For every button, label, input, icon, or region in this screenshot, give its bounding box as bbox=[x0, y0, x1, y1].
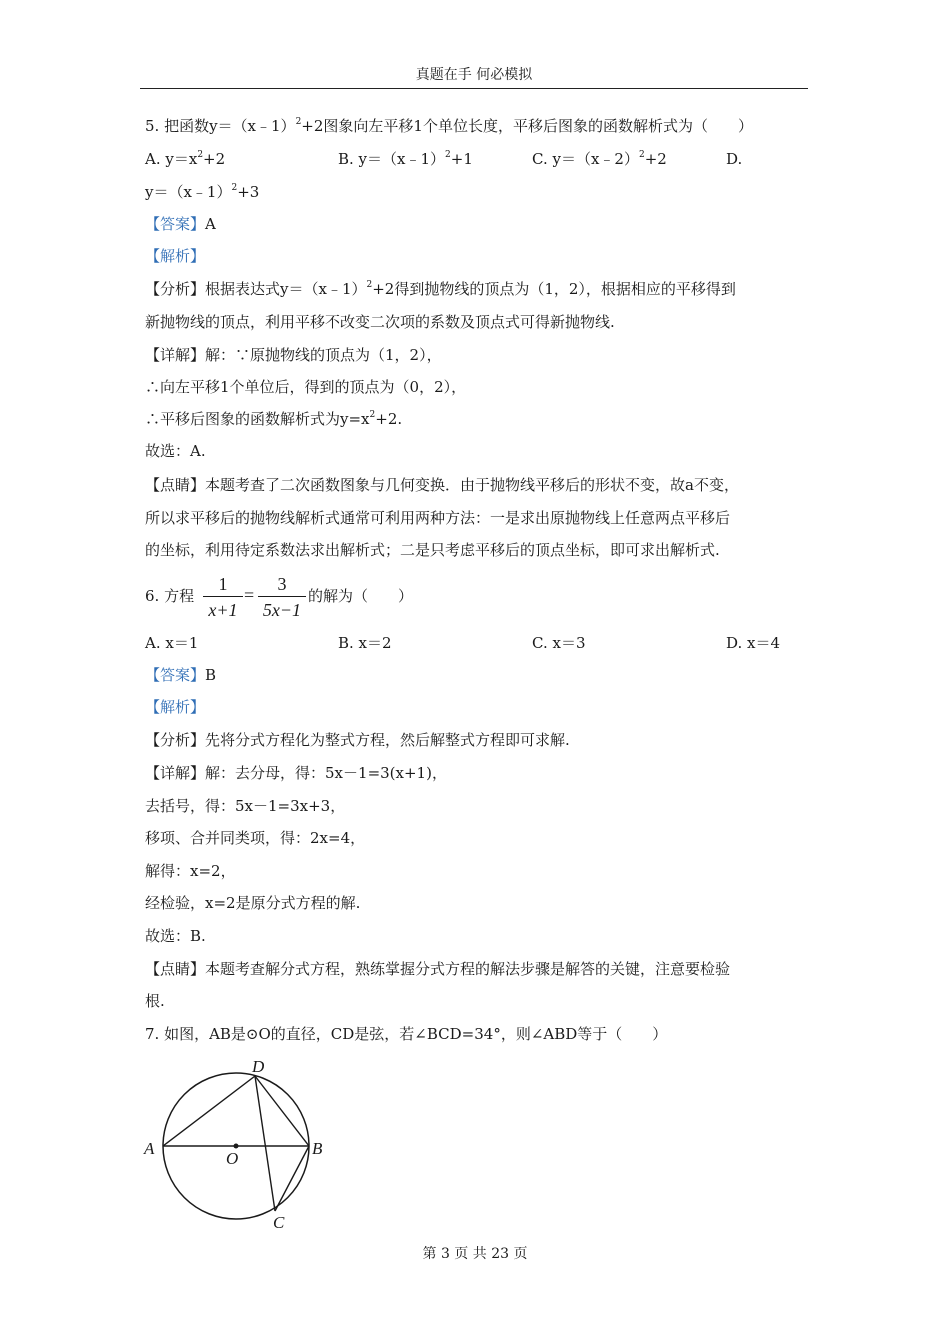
q5-xiangjie-3: ∴平移后图象的函数解析式为$y=x^2+2$. bbox=[145, 410, 403, 428]
q6-dianjing-2: 根. bbox=[145, 992, 165, 1010]
q6-xiangjie-1: 【详解】解：去分母，得：5x－1=3(x+1)， bbox=[145, 764, 447, 782]
q5-dianjing-1: 【点睛】本题考查了二次函数图象与几何变换．由于抛物线平移后的形状不变，故a不变， bbox=[145, 476, 739, 494]
chord-dc bbox=[255, 1076, 275, 1211]
q5-option-d: y＝（x﹣1）$^2$+3 bbox=[145, 183, 260, 201]
q5-dianjing-3: 的坐标，利用待定系数法求出解析式；二是只考虑平移后的顶点坐标，即可求出解析式. bbox=[145, 541, 720, 559]
fraction-2-bar bbox=[258, 596, 306, 597]
label-o: O bbox=[226, 1149, 239, 1168]
label-a: A bbox=[144, 1139, 155, 1158]
q6-xiangjie-6: 故选：B. bbox=[145, 927, 206, 945]
label-b: B bbox=[312, 1139, 323, 1158]
q6-fenxi-1: 【分析】先将分式方程化为整式方程，然后解整式方程即可求解. bbox=[145, 731, 570, 749]
fraction-2 bbox=[258, 573, 306, 622]
q6-option-a: A. x＝1 bbox=[145, 634, 199, 652]
q6-option-c: C. x＝3 bbox=[532, 634, 586, 652]
q5-xiangjie-2: ∴向左平移1个单位后，得到的顶点为（0，2）， bbox=[145, 378, 467, 396]
q5-answer: 【答案】A bbox=[145, 215, 216, 233]
q6-xiangjie-5: 经检验，x=2是原分式方程的解. bbox=[145, 894, 361, 912]
fraction-1-denominator: x+1 bbox=[208, 600, 238, 620]
equals-sign: = bbox=[244, 585, 255, 605]
q5-xiangjie-1: 【详解】解：∵原抛物线的顶点为（1，2）， bbox=[145, 346, 442, 364]
header-rule bbox=[140, 88, 808, 89]
q6-answer: 【答案】B bbox=[145, 666, 217, 684]
center-point-o bbox=[234, 1144, 239, 1149]
label-c: C bbox=[273, 1213, 285, 1230]
q5-jiexi: 【解析】 bbox=[145, 247, 206, 265]
chord-bc bbox=[275, 1146, 309, 1211]
q5-stem: 5. 把函数y＝（x﹣1）$^2$+2图象向左平移1个单位长度，平移后图象的函数解析式为（ ） bbox=[145, 117, 753, 135]
q6-xiangjie-4: 解得：x=2， bbox=[145, 862, 236, 880]
q6-xiangjie-3: 移项、合并同类项，得：2x=4， bbox=[145, 829, 366, 847]
q6-option-b: B. x＝2 bbox=[338, 634, 392, 652]
q6-dianjing-1: 【点睛】本题考查解分式方程，熟练掌握分式方程的解法步骤是解答的关键，注意要检验 bbox=[145, 960, 731, 978]
q5-option-b: B. y＝（x﹣1）$^2$+1 bbox=[338, 150, 473, 168]
label-d: D bbox=[252, 1057, 265, 1076]
q5-xiangjie-4: 故选：A. bbox=[145, 442, 206, 460]
chord-ad bbox=[163, 1076, 255, 1146]
circle-figure bbox=[135, 1050, 345, 1230]
q5-option-d-label: D. bbox=[726, 150, 743, 168]
page-number: 第 3 页 共 23 页 bbox=[422, 1246, 528, 1262]
q6-xiangjie-2: 去括号，得：5x－1=3x+3， bbox=[145, 797, 346, 815]
q7-stem: 7. 如图，AB是⊙O的直径，CD是弦，若∠BCD=34°，则∠ABD等于（ ） bbox=[145, 1025, 668, 1043]
q5-option-a: A. $y=x^2+2$ bbox=[145, 150, 226, 168]
fraction-1 bbox=[203, 573, 243, 622]
q5-dianjing-2: 所以求平移后的抛物线解析式通常可利用两种方法：一是求出原抛物线上任意两点平移后 bbox=[145, 509, 731, 527]
q6-stem-pre: 6. 方程 bbox=[145, 587, 195, 605]
fraction-1-numerator: 1 bbox=[218, 574, 228, 594]
q6-jiexi: 【解析】 bbox=[145, 698, 206, 716]
q5-fenxi-2: 新抛物线的顶点，利用平移不改变二次项的系数及顶点式可得新抛物线. bbox=[145, 313, 615, 331]
fraction-1-bar bbox=[203, 596, 243, 597]
q6-option-d: D. x＝4 bbox=[726, 634, 781, 652]
q6-stem-post: 的解为（ ） bbox=[308, 587, 414, 605]
q5-option-c: C. y＝（x﹣2）$^2$+2 bbox=[532, 150, 667, 168]
q5-fenxi-1: 【分析】根据表达式y＝（x﹣1）$^2$+2得到抛物线的顶点为（1，2），根据相应的平移得到 bbox=[145, 280, 736, 298]
fraction-2-numerator: 3 bbox=[277, 574, 287, 594]
header-title: 真题在手 何必模拟 bbox=[415, 67, 533, 83]
fraction-2-denominator: 5x−1 bbox=[262, 600, 302, 620]
